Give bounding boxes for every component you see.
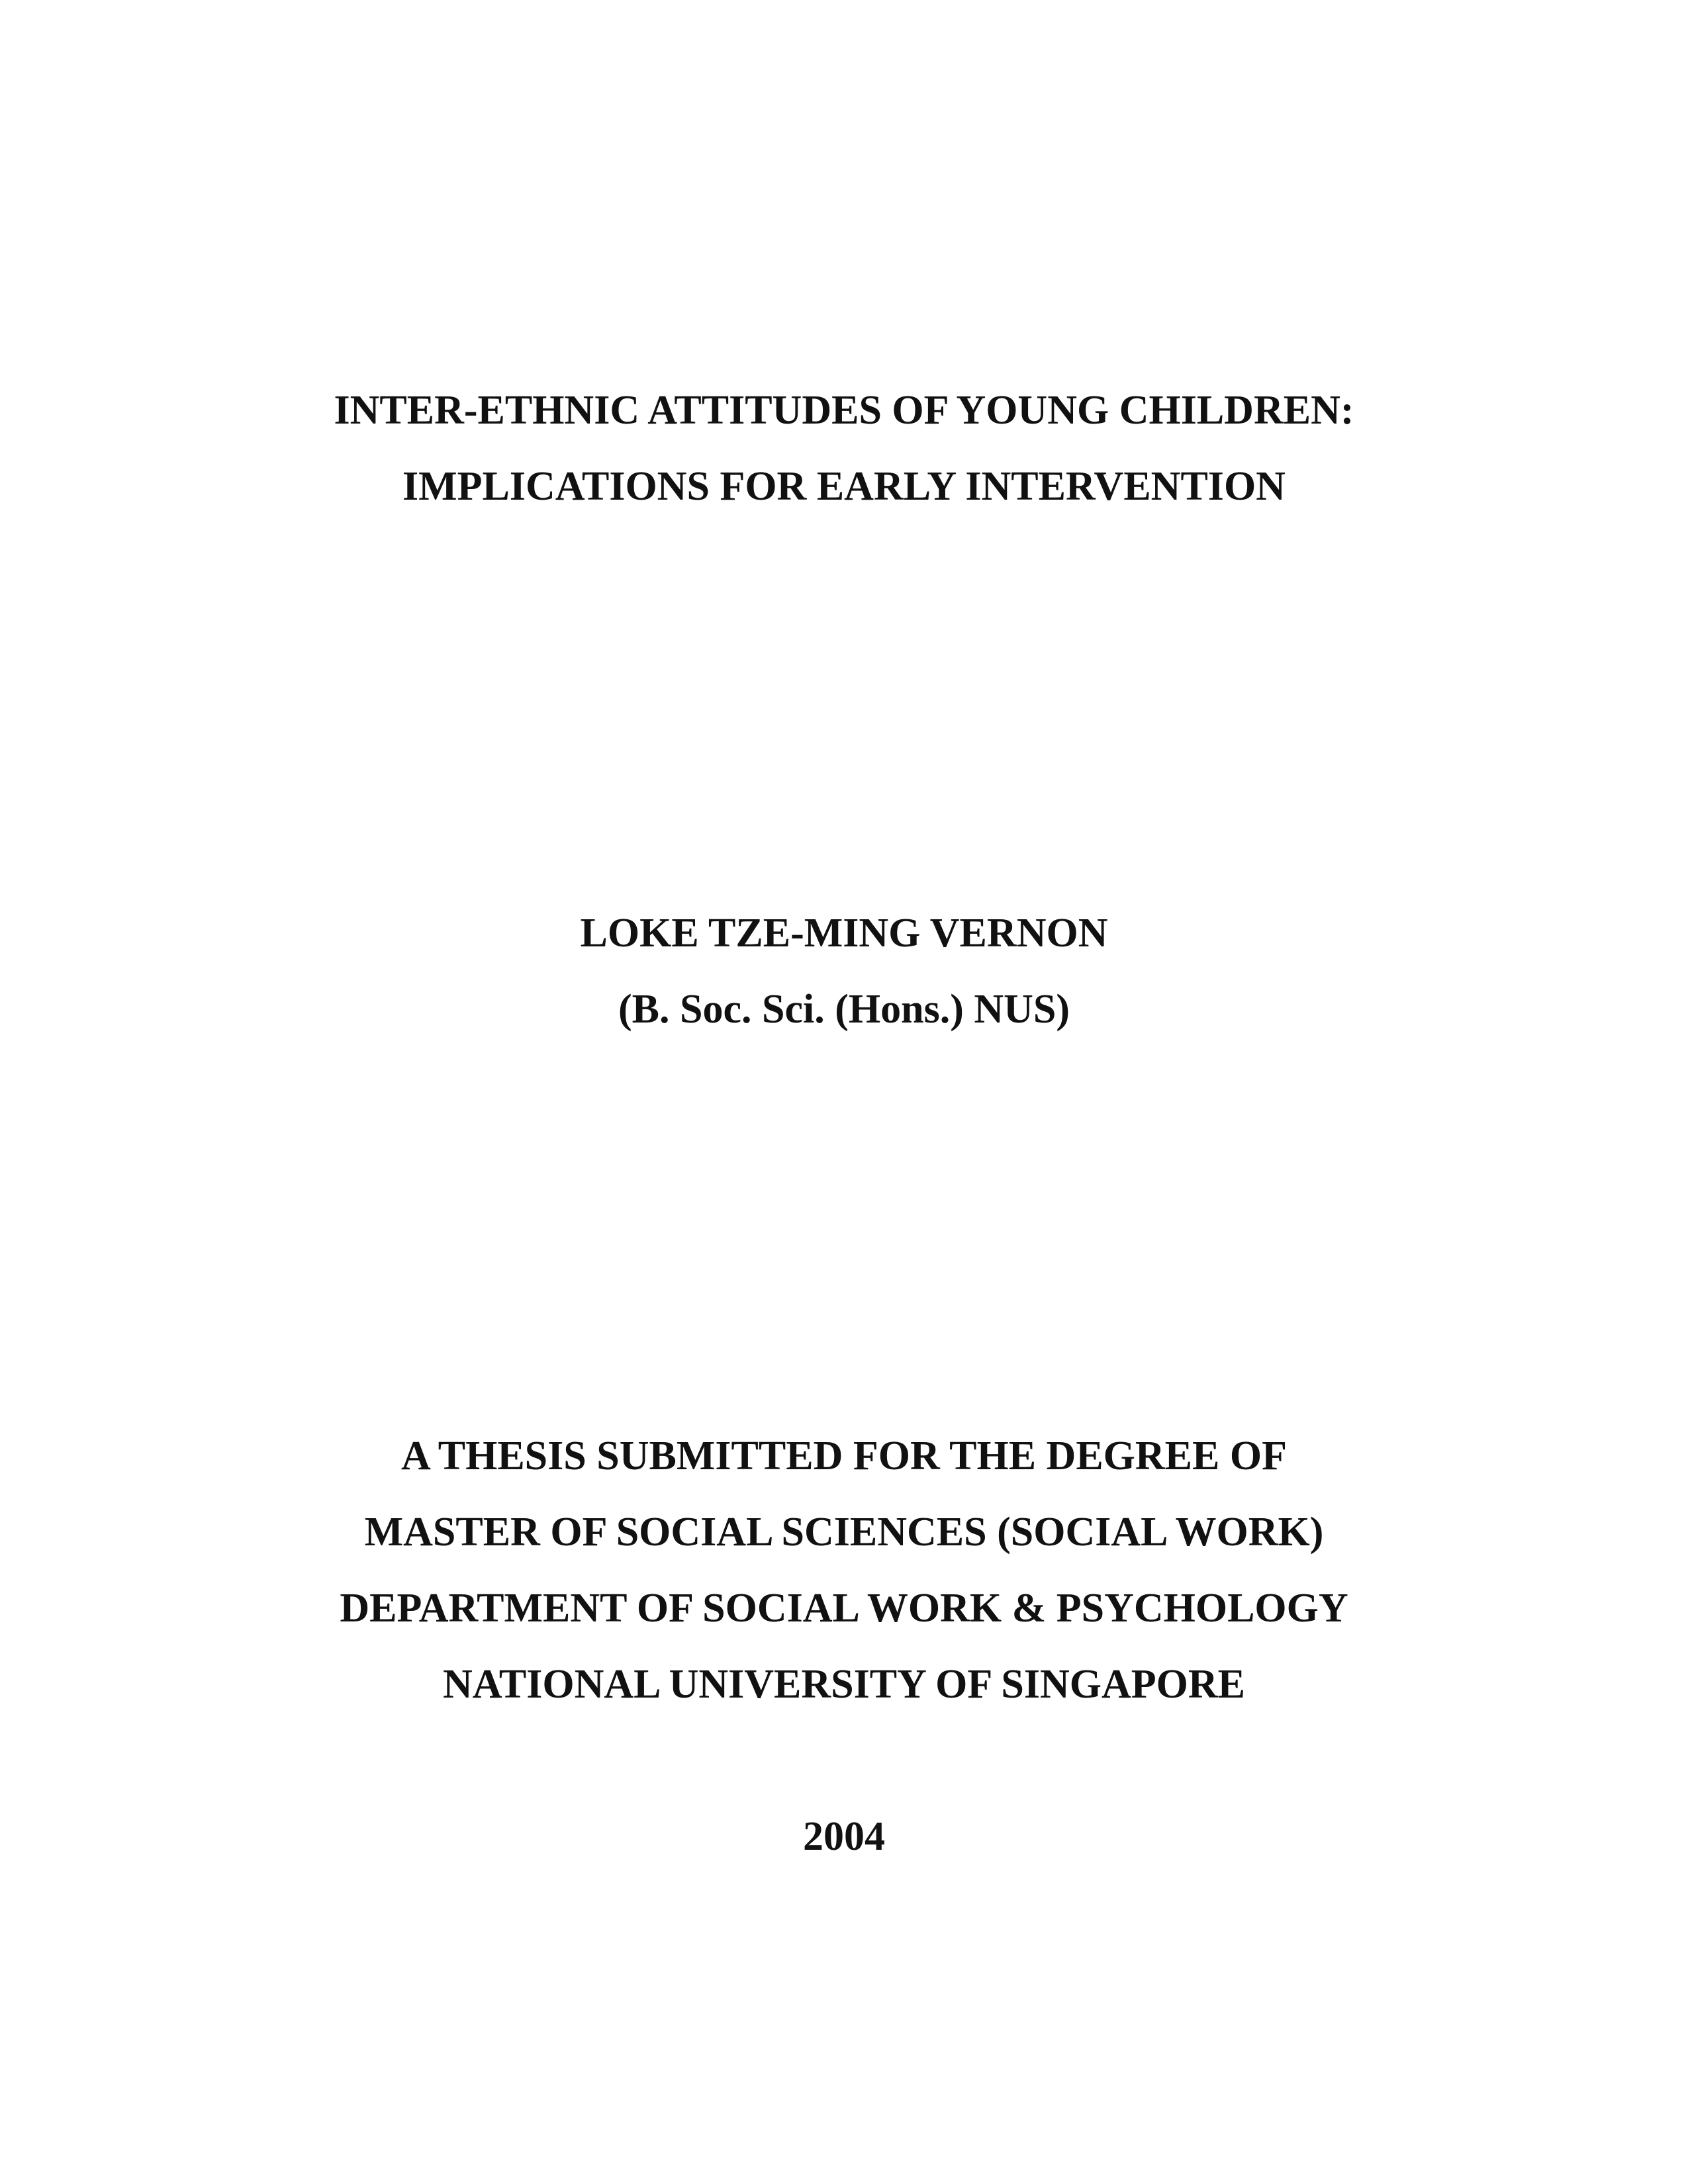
author-prior-degree: (B. Soc. Sci. (Hons.) NUS) <box>618 987 1070 1032</box>
degree-name: MASTER OF SOCIAL SCIENCES (SOCIAL WORK) <box>364 1510 1324 1555</box>
author-name: LOKE TZE-MING VERNON <box>580 911 1108 956</box>
submission-year: 2004 <box>803 1814 885 1859</box>
submission-statement-line-1: A THESIS SUBMITTED FOR THE DEGREE OF <box>401 1433 1287 1479</box>
thesis-title-line-1: INTER-ETHNIC ATTITUDES OF YOUNG CHILDREN: <box>334 388 1354 433</box>
department-name: DEPARTMENT OF SOCIAL WORK & PSYCHOLOGY <box>340 1586 1348 1631</box>
thesis-title-line-2: IMPLICATIONS FOR EARLY INTERVENTION <box>402 464 1286 509</box>
university-name: NATIONAL UNIVERSITY OF SINGAPORE <box>442 1662 1246 1707</box>
